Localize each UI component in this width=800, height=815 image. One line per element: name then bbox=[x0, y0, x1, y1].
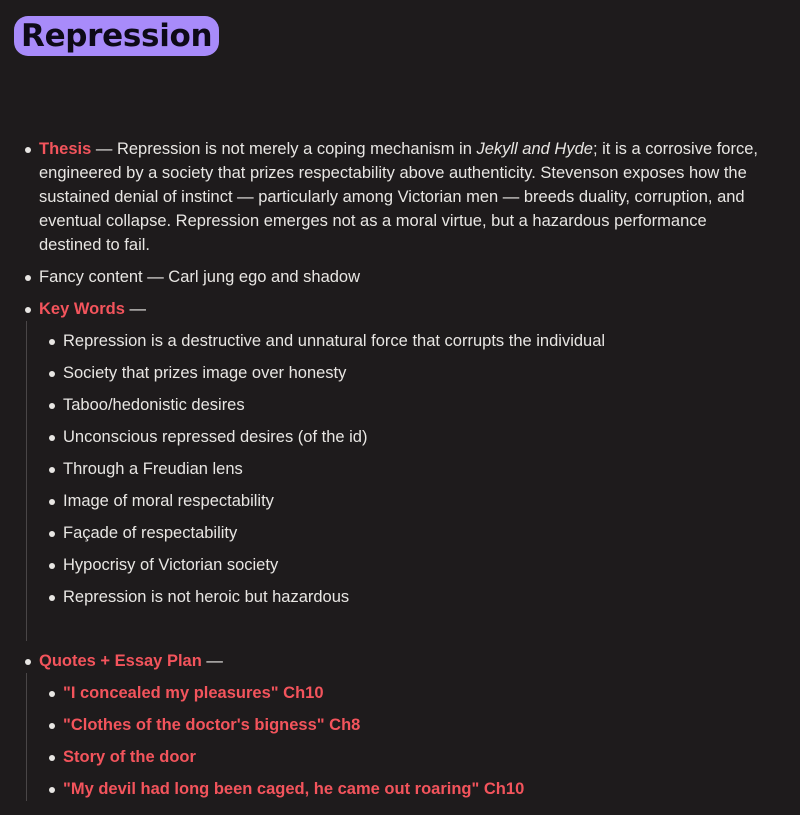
thesis-book-title: Jekyll and Hyde bbox=[476, 140, 593, 158]
top-list-continued bbox=[0, 649, 800, 673]
empty-line bbox=[27, 617, 800, 641]
key-word-item: Repression is not heroic but hazardous bbox=[27, 585, 800, 609]
quotes-label: Quotes + Essay Plan bbox=[39, 652, 202, 670]
page-title: Repression bbox=[14, 16, 219, 56]
quotes-list bbox=[26, 673, 800, 801]
fancy-content-text: Fancy content — Carl jung ego and shadow bbox=[39, 268, 361, 286]
top-list bbox=[0, 137, 800, 321]
key-word-item: Unconscious repressed desires (of the id) bbox=[27, 425, 800, 449]
list-item-key-words bbox=[0, 297, 800, 321]
quote-item: "My devil had long been caged, he came out roaring" Ch10 bbox=[27, 777, 800, 801]
quotes-dash: — bbox=[201, 652, 223, 670]
key-words-list bbox=[26, 321, 800, 641]
key-word-item: Image of moral respectability bbox=[27, 489, 800, 513]
thesis-dash: — bbox=[91, 140, 117, 158]
key-word-item: Hypocrisy of Victorian society bbox=[27, 553, 800, 577]
key-word-item: Society that prizes image over honesty bbox=[27, 361, 800, 385]
key-words-dash: — bbox=[124, 300, 146, 318]
quote-item: Story of the door bbox=[27, 745, 800, 769]
list-item-thesis bbox=[0, 137, 800, 257]
list-item-quotes bbox=[0, 649, 800, 673]
list-item-fancy-content bbox=[0, 265, 800, 289]
thesis-text-after: ; it is a corrosive force, engineered by a society that prizes respectability above authenticity. Stevenson exposes how the sustained denial of instinct — particularly among Victorian men — breeds duality, corruption, and eventual collapse. Repression emerges not as a moral virtue, but a hazardous performance destined to fail. bbox=[39, 140, 758, 254]
key-word-item: Repression is a destructive and unnatural force that corrupts the individual bbox=[27, 329, 800, 353]
key-words-label: Key Words bbox=[39, 300, 125, 318]
thesis-text-before: Repression is not merely a coping mechanism in bbox=[116, 140, 477, 158]
thesis-label: Thesis bbox=[39, 140, 92, 158]
key-word-item: Façade of respectability bbox=[27, 521, 800, 545]
key-word-item: Taboo/hedonistic desires bbox=[27, 393, 800, 417]
note-content bbox=[0, 137, 800, 809]
quote-item: "Clothes of the doctor's bigness" Ch8 bbox=[27, 713, 800, 737]
quote-item: "I concealed my pleasures" Ch10 bbox=[27, 681, 800, 705]
key-word-item: Through a Freudian lens bbox=[27, 457, 800, 481]
